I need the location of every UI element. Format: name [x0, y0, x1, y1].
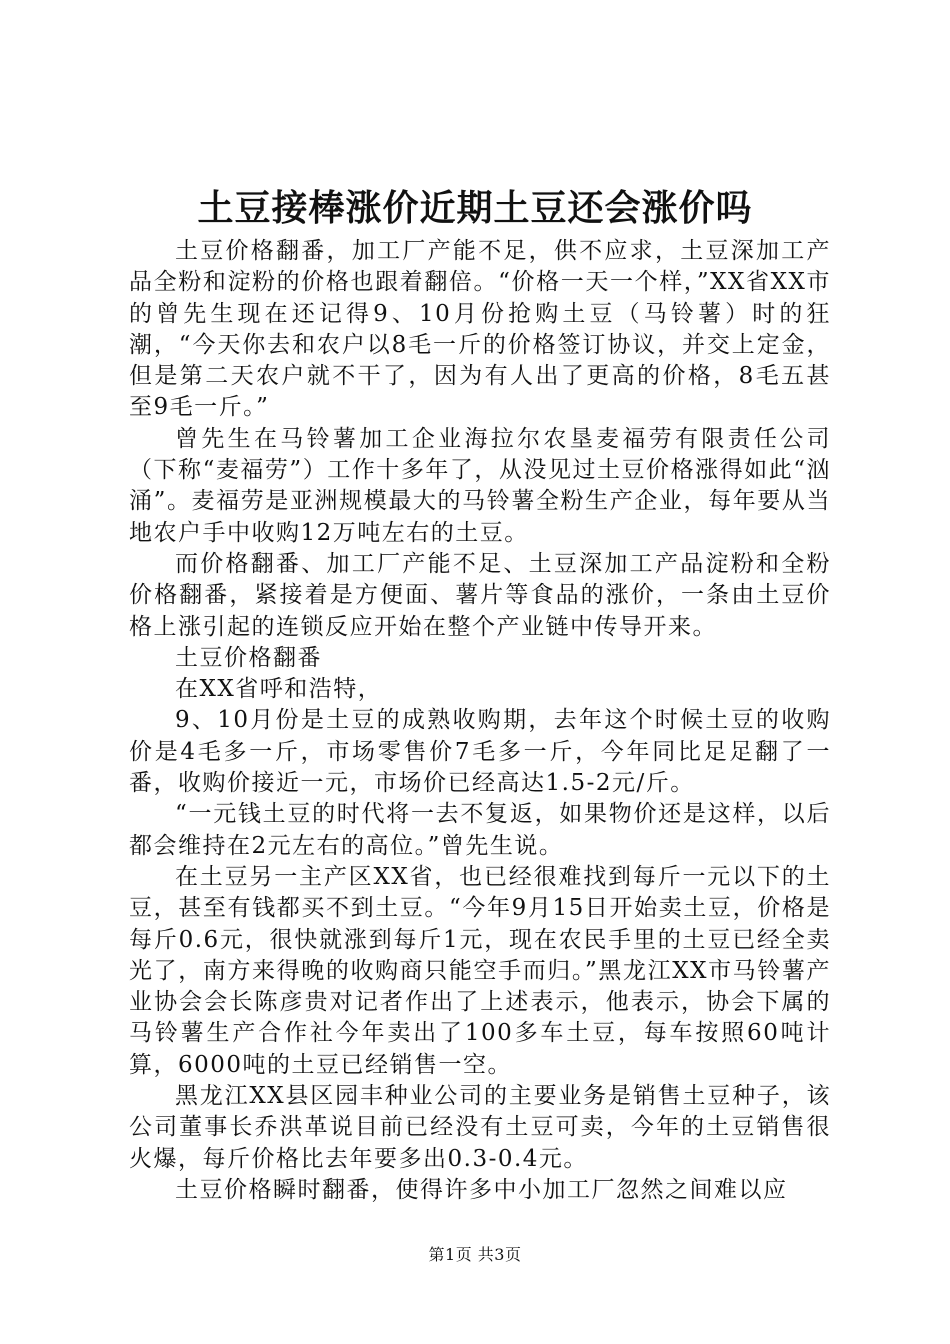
- paragraph: 在土豆另一主产区XX省，也已经很难找到每斤一元以下的土豆，甚至有钱都买不到土豆。“今年9月15日开始卖土豆，价格是每斤0.6元，很快就涨到每斤1元，现在农民手里的土豆已经全卖光了，南方来得晚的收购商只能空手而归。”黑龙江XX市马铃薯产业协会会长陈彦贵对记者作出了上述表示，他表示，协会下属的马铃薯生产合作社今年卖出了100多车土豆，每车按照60吨计算，6000吨的土豆已经销售一空。: [129, 863, 831, 1078]
- page-footer: 第1页 共3页: [428, 1245, 522, 1264]
- paragraph: 曾先生在马铃薯加工企业海拉尔农垦麦福劳有限责任公司（下称“麦福劳”）工作十多年了，从没见过土豆价格涨得如此“汹涌”。麦福劳是亚洲规模最大的马铃薯全粉生产企业，每年要从当地农户手中收购12万吨左右的土豆。: [129, 425, 831, 546]
- paragraph: 9、10月份是土豆的成熟收购期，去年这个时候土豆的收购价是4毛多一斤，市场零售价7毛多一斤，今年同比足足翻了一番，收购价接近一元，市场价已经高达1.5-2元/斤。: [129, 707, 831, 797]
- paragraph: 土豆价格翻番，加工厂产能不足，供不应求，土豆深加工产品全粉和淀粉的价格也跟着翻倍。“价格一天一个样，”XX省XX市的曾先生现在还记得9、10月份抢购土豆（马铃薯）时的狂潮，“今天你去和农户以8毛一斤的价格签订协议，并交上定金，但是第二天农户就不干了，因为有人出了更高的价格，8毛五甚至9毛一斤。”: [129, 238, 831, 421]
- paragraph: 黑龙江XX县区园丰种业公司的主要业务是销售土豆种子，该公司董事长乔洪革说目前已经没有土豆可卖，今年的土豆销售很火爆，每斤价格比去年要多出0.3-0.4元。: [129, 1083, 831, 1172]
- document-title: 土豆接棒涨价近期土豆还会涨价吗: [197, 188, 753, 229]
- paragraph: “一元钱土豆的时代将一去不复返，如果物价还是这样，以后都会维持在2元左右的高位。”曾先生说。: [129, 801, 831, 859]
- paragraph: 土豆价格瞬时翻番，使得许多中小加工厂忽然之间难以应: [175, 1176, 788, 1203]
- section-heading: 土豆价格翻番: [175, 644, 322, 671]
- paragraph: 在XX省呼和浩特，: [175, 676, 383, 703]
- document-body: [129, 236, 831, 1206]
- paragraph: 而价格翻番、加工厂产能不足、土豆深加工产品淀粉和全粉价格翻番，紧接着是方便面、薯片等食品的涨价，一条由土豆价格上涨引起的连锁反应开始在整个产业链中传导开来。: [129, 550, 831, 640]
